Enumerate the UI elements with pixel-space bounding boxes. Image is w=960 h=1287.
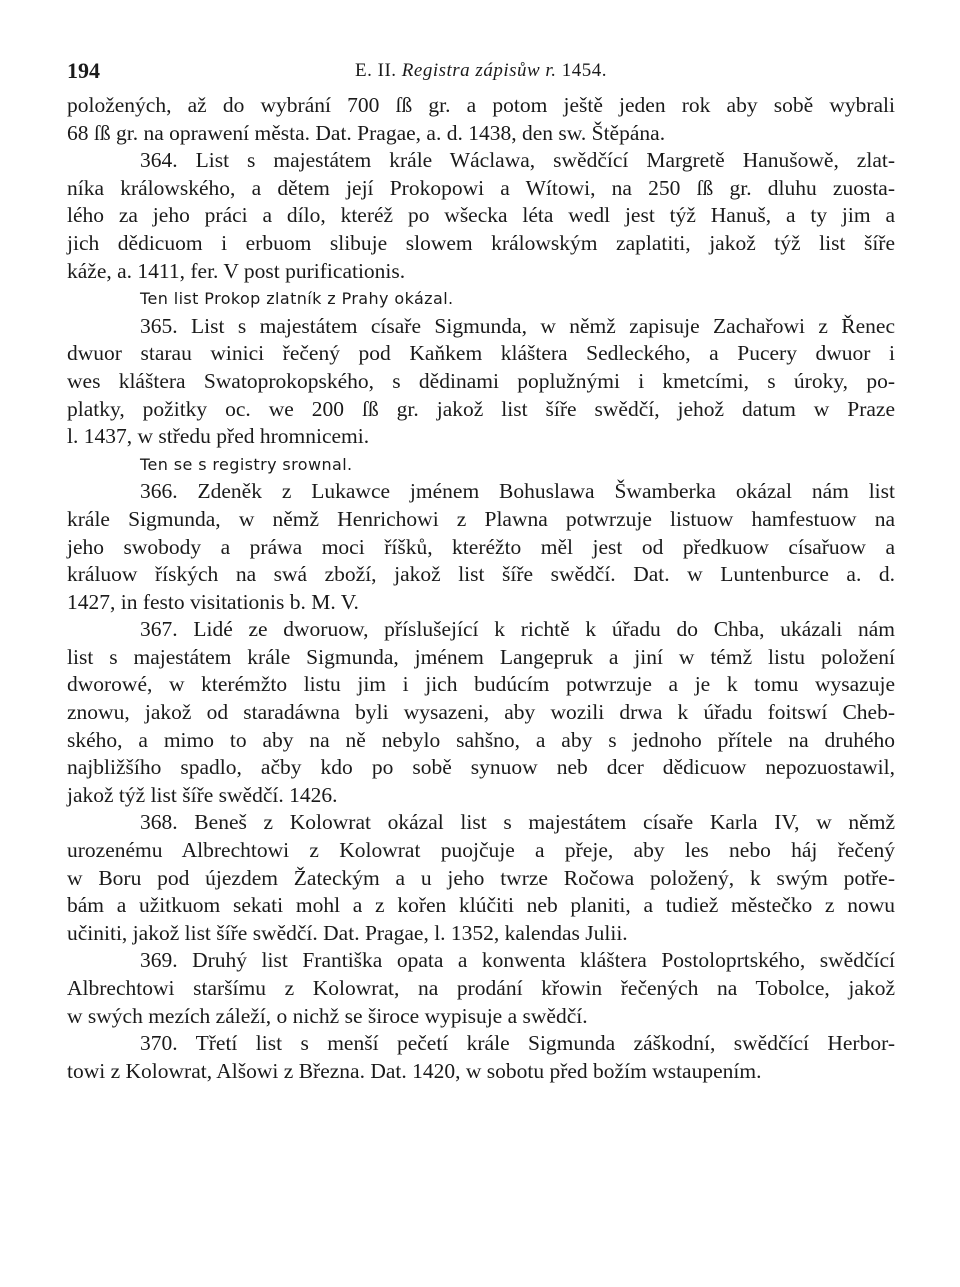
text-line: 369. Druhý list Františka opata a konwenta kláštera Postoloprtského, swědčící bbox=[140, 948, 895, 973]
running-head-year: 1454. bbox=[561, 60, 607, 81]
body-text bbox=[67, 92, 895, 1085]
entry-note: Ten list Prokop zlatník z Prahy okázal. bbox=[140, 289, 454, 309]
entry-369 bbox=[67, 947, 895, 1030]
document-page bbox=[67, 58, 895, 1085]
text-line: towi z Kolowrat, Alšowi z Března. Dat. 1420, w sobotu před božím wstaupením. bbox=[67, 1058, 762, 1083]
text-line: jakož týž list šíře swědčí. 1426. bbox=[67, 782, 338, 807]
entry-note: Ten se s registry srownal. bbox=[140, 454, 353, 474]
text-line: položených, až do wybrání 700 ſß gr. a potom ještě jeden rok aby sobě wybrali bbox=[67, 93, 895, 117]
entry-368 bbox=[67, 809, 895, 947]
text-line: 366. Zdeněk z Lukawce jménem Bohuslawa Šwamberka okázal nám list bbox=[140, 479, 895, 504]
text-line: l. 1437, w středu před hromnicemi. bbox=[67, 424, 370, 449]
text-line: 364. List s majestátem krále Wáclawa, swědčící Margretě Hanušowě, zlat- bbox=[140, 148, 895, 173]
continuation-paragraph bbox=[67, 92, 895, 147]
text-line: 368. Beneš z Kolowrat okázal list s majestátem císaře Karla IV, w němž bbox=[140, 810, 895, 835]
entry-364 bbox=[67, 147, 895, 313]
text-line: jeho swobody a práwa moci říšků, kteréžto měl jest od předkuow císařuow a bbox=[67, 534, 895, 559]
text-line: níka králowského, a dětem její Prokopowi a Wítowi, na 250 ſß gr. dluhu zuosta- bbox=[67, 175, 895, 200]
text-line: wes kláštera Swatoprokopského, s dědinami poplužnými i kmetcími, s úroky, po- bbox=[67, 368, 895, 393]
page-header bbox=[67, 58, 895, 92]
text-line: w swých mezích záleží, o nichž se široce wypisuje a swědčí. bbox=[67, 1003, 588, 1028]
text-line: lého za jeho práci a dílo, kteréž po wšecka léta wedl jest týž Hanuš, a ty jim a bbox=[67, 203, 895, 228]
text-line: 1427, in festo visitationis b. M. V. bbox=[67, 589, 359, 614]
entry-370 bbox=[67, 1030, 895, 1085]
text-line: králuow říských na swá zboží, jakož list šíře swědčí. Dat. w Luntenburce a. d. bbox=[67, 562, 895, 587]
text-line: Albrechtowi staršímu z Kolowrat, na prodání křowin řečených na Tobolce, jakož bbox=[67, 976, 895, 1000]
running-head-title: Registra zápisůw r. bbox=[401, 60, 557, 81]
text-line: 68 ſß gr. na oprawení města. Dat. Pragae, a. d. 1438, den sw. Štěpána. bbox=[67, 120, 666, 145]
text-line: platky, požitky oc. we 200 ſß gr. jakož list šíře swědčí, jehož datum w Praze bbox=[67, 396, 895, 421]
text-line: bám a užitkuom sekati mohl a z kořen klúčiti neb planiti, a tudiež městečko z nowu bbox=[67, 893, 895, 918]
text-line: w Boru pod újezdem Žateckým a u jeho twrze Ročowa položený, k swým potře- bbox=[67, 865, 895, 890]
text-line: 370. Třetí list s menší pečetí krále Sigmunda záškodní, swědčící Herbor- bbox=[140, 1031, 895, 1056]
page-number: 194 bbox=[67, 58, 100, 83]
running-head bbox=[67, 60, 895, 82]
text-line: dworowé, w kterémžto listu jim i jich budúcím potwrzuje a je k tomu wysazuje bbox=[67, 672, 895, 697]
text-line: učiniti, jakož list šíře swědčí. Dat. Pragae, l. 1352, kalendas Julii. bbox=[67, 920, 628, 945]
text-line: ského, a mimo to aby na ně nebylo sahšno, a aby s jednoho přítele na druhého bbox=[67, 727, 895, 752]
text-line: znowu, jakož od staradáwna byli wysazeni, aby wozili drwa k úřadu foitswí Cheb- bbox=[67, 700, 895, 725]
text-line: 365. List s majestátem císaře Sigmunda, w němž zapisuje Zachařowi z Řenec bbox=[140, 313, 895, 338]
entry-366 bbox=[67, 478, 895, 616]
text-line: urozenému Albrechtowi z Kolowrat puojčuje a přeje, aby les nebo háj řečený bbox=[67, 838, 895, 863]
text-line: káže, a. 1411, fer. V post purificationis. bbox=[67, 258, 406, 283]
entry-367 bbox=[67, 616, 895, 809]
text-line: najbližšího spadlo, ačby kdo po sobě synuow neb dcer dědicuow nepozuostawil, bbox=[67, 755, 895, 780]
text-line: 367. Lidé ze dworuow, příslušející k richtě k úřadu do Chba, ukázali nám bbox=[140, 617, 895, 642]
text-line: krále Sigmunda, w němž Henrichowi z Plawna potwrzuje listuow hamfestuow na bbox=[67, 506, 895, 531]
entry-365 bbox=[67, 313, 895, 479]
text-line: jich dědicuom i erbuom slibuje slowem králowským zaplatiti, jakož týž list šíře bbox=[67, 230, 895, 255]
running-head-prefix: E. II. bbox=[355, 60, 397, 81]
text-line: dwuor starau winici řečený pod Kaňkem kláštera Sedleckého, a Pucery dwuor i bbox=[67, 341, 895, 366]
text-line: list s majestátem krále Sigmunda, jménem Langepruk a jiní w témž listu položení bbox=[67, 644, 895, 669]
